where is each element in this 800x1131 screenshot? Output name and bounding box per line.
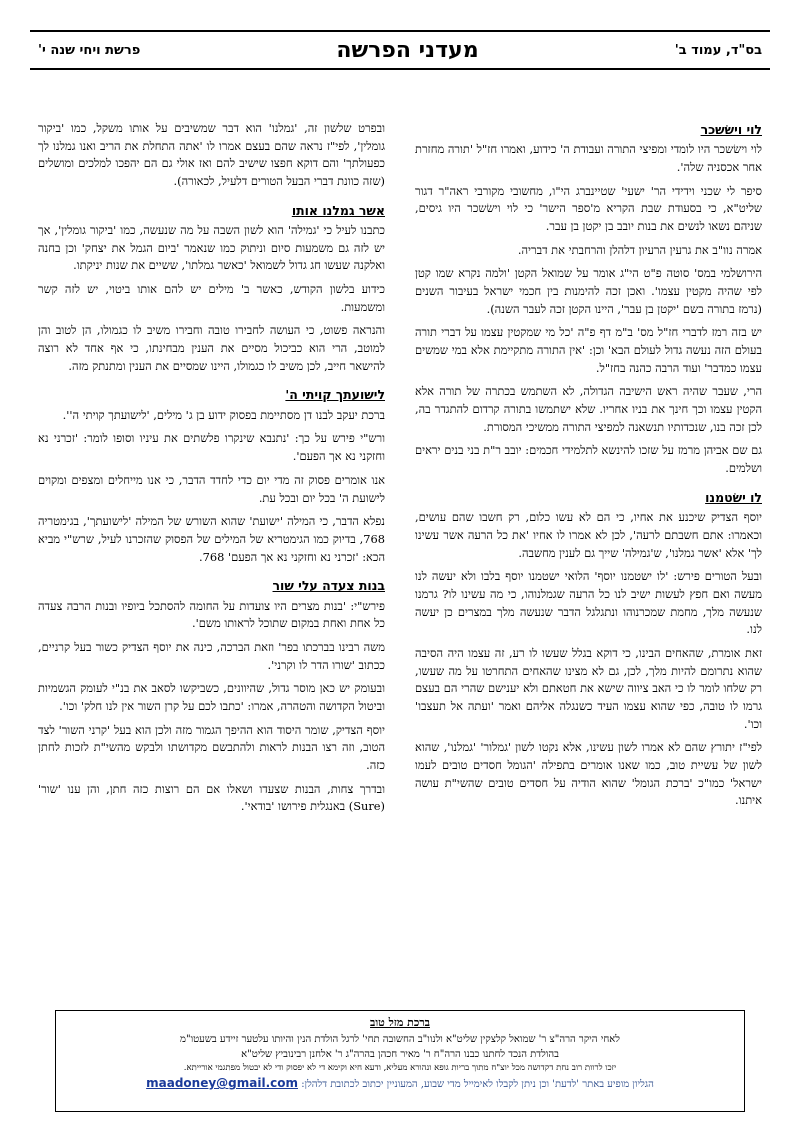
paragraph: ובעל הטורים פירש: 'לו ישטמנו יוסף' הלואי ישטמנו יוסף בלבו ולא יעשה לנו מעשה ואם חפץ לעשות ישיב לנו כל הרעה שגמלנוהו, כי מה עשינו לו? גרמנו שנעשה מלך, מחמת שמכרנוהו ונתגלגל הדבר שנעשה מלך במצרים כן יעשה לנו. xyxy=(415,569,762,637)
header-page-info: בס"ד, עמוד ב' xyxy=(674,42,762,58)
paragraph: נפלא הדבר, כי המילה 'ישועת' שהוא השורש של המילה 'לישועתך', בגימטריה 768, בדיוק כמו הגימטריא של המילים של הפסוק שהזכרנו לעיל, שרש"י מביא הכא: 'זכרני נא וחזקני נא אך הפעם' 768. xyxy=(38,514,385,564)
paragraph: פירש"י: 'בנות מצרים היו צועדות על החומה להסתכל ביופיו ובנות הרבה צעדה כל אחת ואחת במקום שתוכל לראותו משם'. xyxy=(38,598,385,631)
paragraph: והנראה פשוט, כי העושה לחבירו טובה וחבירו משיב לו כגמולו, הן לטוב והן למוטב, הרי הוא כביכול מסיים את הענין מבחינתו, כי אף אחד לא רוצה להישאר חייב, לכן משיב לו כגמולו, היינו שמסיים את הענין ומתנתק מזה. xyxy=(38,323,385,373)
paragraph: ברכת יעקב לבנו דן מסתיימת בפסוק ידוע בן ג' מילים, 'לישועתך קויתי ה''. xyxy=(62,407,385,422)
paragraph: הירושלמי במס' סוטה פ"ט הי"ג אומר על שמואל הקטן 'ולמה נקרא שמו קטן לפי שהיה מקטין עצמו'. ואכן זכה להימנות בין חכמי ישראל בעיבור השנים (נרמז בתורה בשם 'יקטן בן עבר', היינו הקטן זכה לעבר השנה). xyxy=(415,266,762,316)
email-link[interactable]: maadoney@gmail.com xyxy=(146,1076,298,1091)
content-columns xyxy=(38,120,762,1005)
paragraph: יוסף הצדיק שיכנע את אחיו, כי הם לא עשו כלום, רק חשבו שהם עושים, וכאמרו: אתם חשבתם לרעה', לכן לא אמרו לו אחיו 'את כל הרעה אשר עשינו לך' אלא 'אשר גמלנו', ש'גמילה' שייך גם לענין מחשבה. xyxy=(415,510,762,560)
paragraph: לוי וישׂשכר היו לומדי ומפיצי התורה ועבודת ה' כידוע, ואמרו חז"ל 'תורה מחזרת אחר אכסניה שלה'. xyxy=(415,142,762,175)
paragraph: סיפר לי שכני וידידי הר' ישעי' שטיינברג הי"ו, מחשובי מקורבי ראה"ר דגור שליט"א, כי בסעודת שבת הקריא מ'ספר הישר' כי לוי וישׂשכר היו גיסים, שניהם נשאו לנשים את בנות יובב בן יקטן בן עבר. xyxy=(415,183,762,234)
footer-title: ברכת מזל טוב xyxy=(370,1016,430,1029)
paragraph: יש בזה רמז לדברי חז"ל מס' ב"מ דף פ"ה 'כל מי שמקטין עצמו על דברי תורה בעולם הזה נעשה גדול לעולם הבא' וכן: 'אין התורה מתקיימת אלא במי שמשים עצמו כמדבר' ועוד הרבה כהנה בחז"ל. xyxy=(415,325,762,375)
footer-info-text: הגליון מופיע באתר 'לדעת' וכן ניתן לקבלו לאימייל מדי שבוע, המעוניין יכתוב לכתובת דלהלן: xyxy=(301,1079,654,1091)
paragraph: זאת אומרת, שהאחים הבינו, כי דוקא בגלל שעשו לו רע, זה עצמו היה הסיבה שהוא נתרומם להיות מלך, לכן, גם לא מצינו שהאחים התחרטו על מה שעשו, רק שלחו לומר לו כי האב ציווה שישא את חטאתם ולא יענישם שהרי הם בעצם גרמו לו טובה, כפי שהוא עצמו העיד כשנגלה אליהם ואמר 'ועתה אל תעצבו' וכו'. xyxy=(415,645,762,731)
paragraph: כתבנו לעיל כי 'גמילה' הוא לשון השבה על מה שנעשה, כמו 'ביקור גומלין', אך יש לזה גם משמעות סיום וניתוק כמו שנאמר 'ביום הגמל את יצחק' וכן בחנה ואלקנה שעשו חג גדול לשמואל 'כאשר גמלתו', ששיים את שנות יניקתו. xyxy=(38,223,385,273)
right-column xyxy=(415,120,762,1005)
paragraph: ובדרך צחות, הבנות שצעדו ושאלו אם הם רוצות כזה חתן, והן ענו 'שור' (Sure) באנגלית פירושו 'בודאי'. xyxy=(38,781,385,814)
footer-info xyxy=(56,1074,744,1092)
paragraph: יוסף הצדיק, שומר היסוד הוא ההיפך הגמור מזה ולכן הוא בעל 'קרני השור' לצד הטוב, וזה רצו הבנות לראות ולהתבשם מקדושתו ולבקש מהשי"ת לזכות לחתן כזה. xyxy=(38,722,385,772)
page-title: מעדני הפרשה xyxy=(336,37,479,63)
footer-line-2: בהולדת הנכד לחתנו כבנו הרה"ח ר' מאיר חכהן בהרה"ג ר' אלחנן רבינוביץ שליט"א xyxy=(241,1048,559,1060)
footer-box xyxy=(55,1010,745,1112)
header xyxy=(30,30,770,70)
section-title: לוי וישׂשכר xyxy=(700,122,762,137)
section-title: לישועתך קויתי ה' xyxy=(285,387,385,403)
paragraph: גם שם אביהן מרמז על שזכו להינשא לתלמידי חכמים: יובב ר"ת בני בנים יראים ושלמים. xyxy=(415,443,762,476)
paragraph: משה רבינו בברכתו בפר' וזאת הברכה, כינה את יוסף הצדיק כשור בעל קרניים, ככתוב 'שורו הדר לו וקרני'. xyxy=(38,639,385,672)
paragraph: ורש"י פירש על כך: 'נתנבא שינקרו פלשתים את עיניו וסופו לומר: 'זכרני נא וחזקני נא אך הפעם'. xyxy=(38,431,385,464)
section-title: בנות צעדה עלי שור xyxy=(272,578,385,594)
paragraph: לפי"ז יתורץ שהם לא אמרו לשון עשינו, אלא נקטו לשון 'גמלור' 'גמלנו', שהוא לשון של עשיית טוב, כמו שאנו אומרים בתפילה 'הגומל חסדים טובים לעמו ישראל' כמו"כ 'ברכת הגומל' שהוא הודיה על חסדים טובים שהשי"ת עושה איתנו. xyxy=(415,740,762,808)
paragraph: אמרה נוו"ב את גרעין הרעיון דלהלן והרחבתי את דבריה. xyxy=(517,242,762,257)
paragraph: ובעומק יש כאן מוסר גדול, שהיוונים, כשביקשו לסאב את בנ"י לעומק הגשמיות וביטול הקדושה והטהרה, אמרו: 'כתבו לכם על קרן השור אין לנו חלק' וכו'. xyxy=(38,681,385,713)
paragraph: הרי, שעבר שהיה ראש הישיבה הגדולה, לא השתמש בכתרה של תורה אלא הקטין עצמו וכך חינך את בניו אחריו. שלא ישתמשו בתורה קרדום להתגדר בה, לכן זכה בנו, שנכדותיו תנשאנה למפיצי התורה ממשיכי המסורת. xyxy=(415,384,762,434)
paragraph: כידוע בלשון הקודש, כאשר ב' מילים יש להם אותו ביטוי, יש לזה קשר ומשמעות. xyxy=(38,282,385,314)
paragraph: ובפרט שלשון זה, 'גמלנו' הוא דבר שמשיבים על אותו משקל, כמו 'ביקור גומלין', לפי"ז נראה שהם בעצם אמרו לו 'אתה התחלת את הריב ואנו גמלנו לך כפעולתך' והם דוקא חפצו שישיב להם ואז אולי גם הם יהפכו למלכים ומושלים (שזה כוונת דברי הבעל הטורים דלעיל, לכאורה). xyxy=(38,121,385,189)
section-title: לו ישׂטמנו xyxy=(705,489,762,505)
header-parsha: פרשת ויחי שנה י' xyxy=(38,42,141,58)
section-title: אשר גמלנו אותו xyxy=(291,202,385,218)
left-column xyxy=(38,120,385,1005)
footer-blessing: יזכו לרוות רוב נחת דקדושה מכל יוצ"ח מתוך בריות גופא ונהורא מעליא, ודעא חיא וקימא די לא יפסוק ודי לא יבטול מפתגמי אורייתא. xyxy=(183,1062,617,1073)
paragraph: אנו אומרים פסוק זה מדי יום כדי לחדד הדבר, כי אנו מייחלים ומצפים ומקוים לישועת ה' בכל יום ובכל עת. xyxy=(38,472,385,505)
footer-line-1: לאחי היקר הרה"צ ר' שמואל קלצקין שליט"א ולנוו"ב החשובה תחי' לרגל הולדת הנין והיותו עלטער זיידע בשעטו"מ xyxy=(180,1033,620,1045)
